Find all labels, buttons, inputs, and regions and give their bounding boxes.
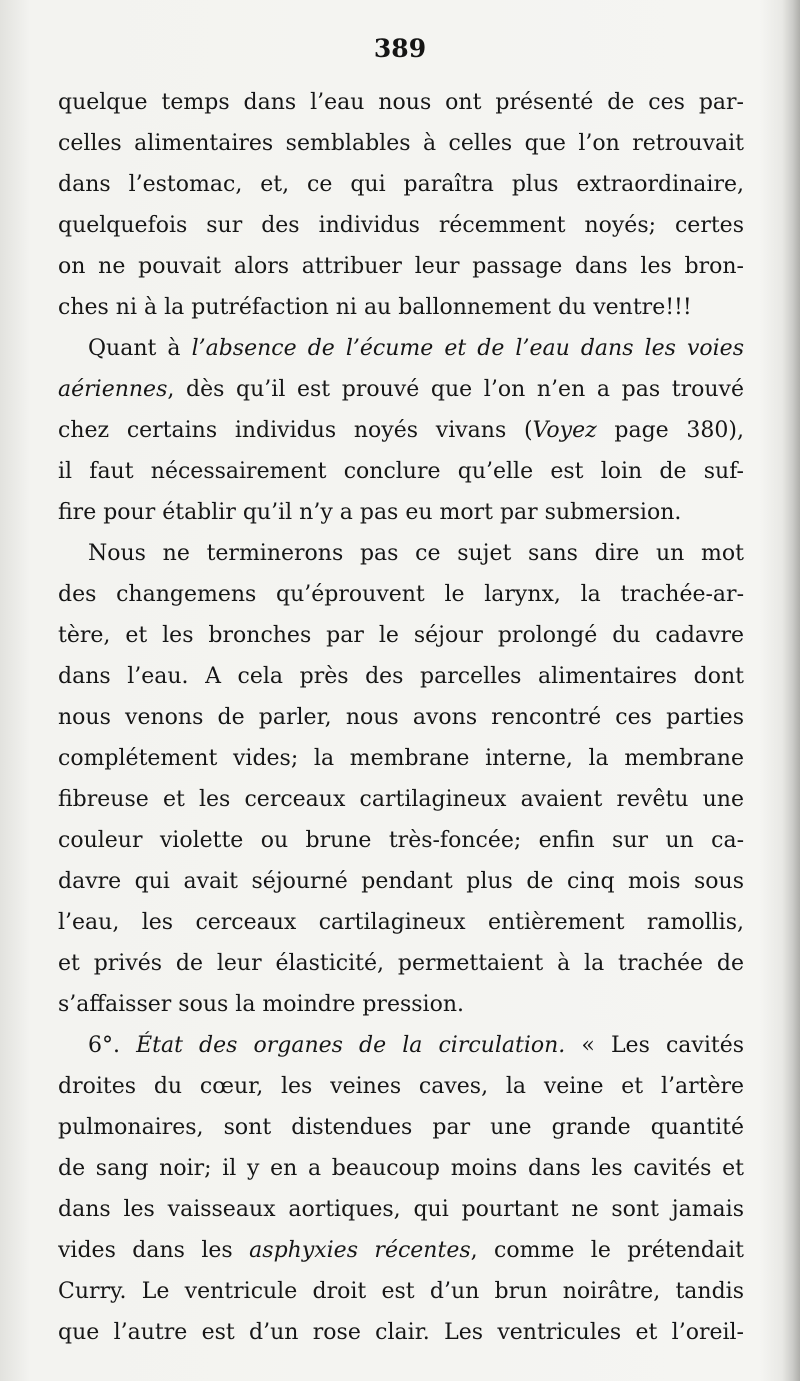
text-line: [58, 902, 744, 943]
text-line: [58, 533, 744, 574]
text-segment: page 380),: [596, 418, 744, 443]
italic-text: l’absence de l’écume et de l’eau dans les voies: [191, 336, 744, 361]
text-segment: de sang noir; il y en a beaucoup moins dans les cavités et: [58, 1156, 744, 1181]
text-line: [58, 287, 744, 328]
text-line: [58, 1271, 744, 1312]
text-line: [58, 451, 744, 492]
text-line: [58, 820, 744, 861]
text-segment: davre qui avait séjourné pendant plus de cinq mois sous: [58, 869, 744, 894]
text-segment: que l’autre est d’un rose clair. Les ventricules et l’oreil-: [58, 1320, 744, 1345]
text-segment: dans l’eau. A cela près des parcelles alimentaires dont: [58, 664, 744, 689]
text-segment: complétement vides; la membrane interne, la membrane: [58, 746, 744, 771]
text-line: [58, 369, 744, 410]
text-line: [58, 205, 744, 246]
text-segment: 6°.: [88, 1033, 137, 1058]
text-segment: , dès qu’il est prouvé que l’on n’en a pas trouvé: [167, 377, 744, 402]
text-segment: Nous ne terminerons pas ce sujet sans dire un mot: [88, 541, 744, 566]
text-segment: fire pour établir qu’il n’y a pas eu mort par submersion.: [58, 500, 682, 525]
text-line: [58, 984, 744, 1025]
body-text: [58, 82, 744, 1353]
text-segment: il faut nécessairement conclure qu’elle est loin de suf-: [58, 459, 744, 484]
text-line: [58, 246, 744, 287]
page-number: 389: [373, 34, 427, 63]
text-line: [58, 1066, 744, 1107]
text-segment: Curry. Le ventricule droit est d’un brun noirâtre, tandis: [58, 1279, 744, 1304]
text-line: [58, 328, 744, 369]
text-line: [58, 574, 744, 615]
text-segment: ches ni à la putréfaction ni au ballonnement du ventre!!!: [58, 295, 692, 320]
italic-text: État des organes de la circulation.: [136, 1033, 566, 1058]
text-line: [58, 738, 744, 779]
text-line: [58, 164, 744, 205]
text-line: [58, 1230, 744, 1271]
text-line: [58, 779, 744, 820]
text-segment: fibreuse et les cerceaux cartilagineux avaient revêtu une: [58, 787, 744, 812]
text-segment: , comme le prétendait: [470, 1238, 744, 1263]
text-line: [58, 1189, 744, 1230]
text-segment: et privés de leur élasticité, permettaient à la trachée de: [58, 951, 744, 976]
italic-text: Voyez: [532, 418, 597, 443]
text-segment: « Les cavités: [565, 1033, 744, 1058]
text-segment: l’eau, les cerceaux cartilagineux entièrement ramollis,: [58, 910, 744, 935]
text-segment: vides dans les: [58, 1238, 250, 1263]
text-segment: s’affaisser sous la moindre pression.: [58, 992, 464, 1017]
text-segment: des changemens qu’éprouvent le larynx, la trachée-ar-: [58, 582, 744, 607]
text-segment: tère, et les bronches par le séjour prolongé du cadavre: [58, 623, 744, 648]
italic-text: aériennes: [58, 377, 168, 402]
text-segment: celles alimentaires semblables à celles que l’on retrouvait: [58, 131, 744, 156]
text-segment: droites du cœur, les veines caves, la veine et l’artère: [58, 1074, 744, 1099]
page-edge-shadow: [782, 0, 800, 1381]
text-segment: chez certains individus noyés vivans (: [58, 418, 533, 443]
text-line: [58, 943, 744, 984]
text-line: [58, 410, 744, 451]
text-segment: quelquefois sur des individus récemment noyés; certes: [58, 213, 744, 238]
text-line: [58, 656, 744, 697]
text-segment: Quant à: [88, 336, 192, 361]
text-line: [58, 492, 744, 533]
text-line: [58, 1025, 744, 1066]
text-segment: on ne pouvait alors attribuer leur passage dans les bron-: [58, 254, 744, 279]
text-line: [58, 82, 744, 123]
text-line: [58, 1148, 744, 1189]
text-line: [58, 123, 744, 164]
text-segment: couleur violette ou brune très-foncée; enfin sur un ca-: [58, 828, 744, 853]
text-line: [58, 861, 744, 902]
text-line: [58, 615, 744, 656]
italic-text: asphyxies récentes: [249, 1238, 471, 1263]
text-line: [58, 697, 744, 738]
text-segment: nous venons de parler, nous avons rencontré ces parties: [58, 705, 744, 730]
text-segment: dans les vaisseaux aortiques, qui pourtant ne sont jamais: [58, 1197, 744, 1222]
text-line: [58, 1312, 744, 1353]
text-segment: dans l’estomac, et, ce qui paraîtra plus extraordinaire,: [58, 172, 744, 197]
text-segment: quelque temps dans l’eau nous ont présenté de ces par-: [58, 90, 744, 115]
text-segment: pulmonaires, sont distendues par une grande quantité: [58, 1115, 744, 1140]
text-line: [58, 1107, 744, 1148]
